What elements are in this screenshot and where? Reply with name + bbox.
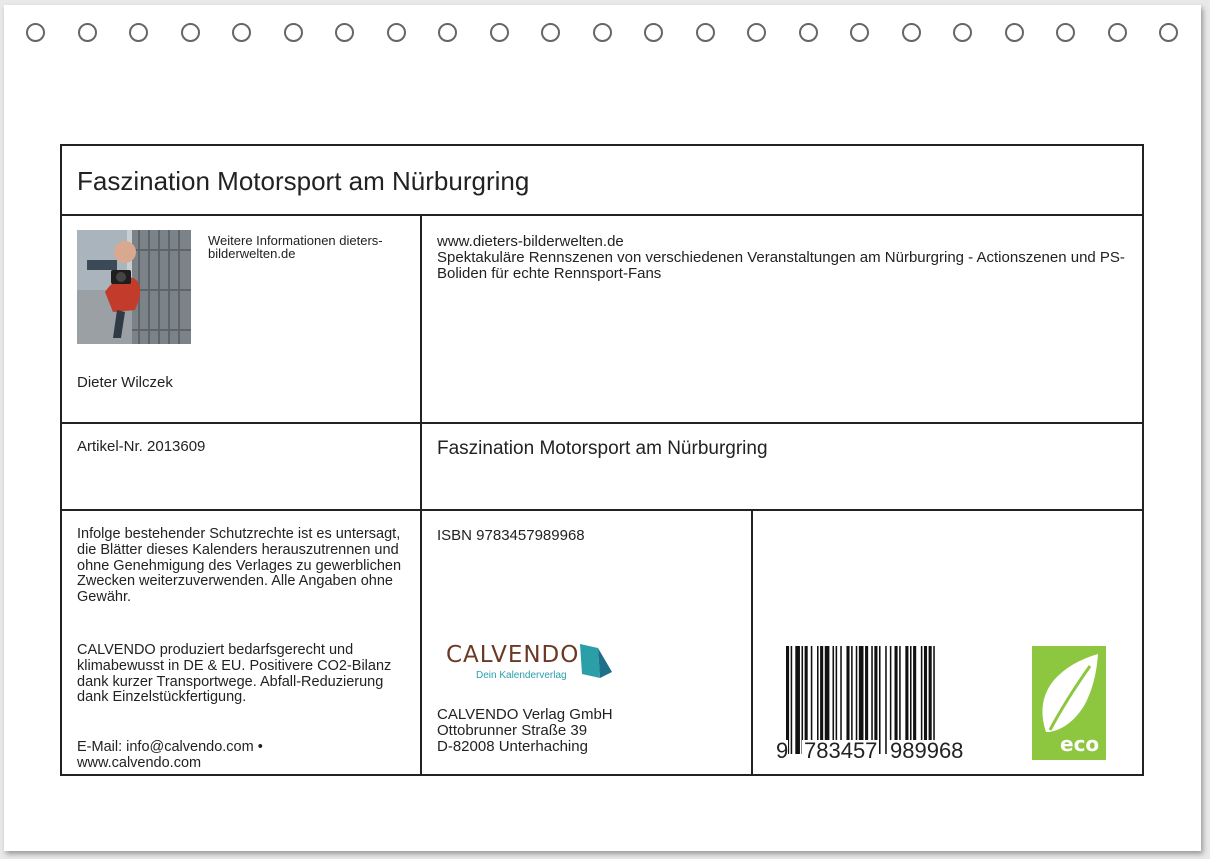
eco-label: eco: [1060, 732, 1100, 756]
logo-mark-icon: [576, 642, 616, 682]
calendar-description: Spektakuläre Rennszenen von verschiedenen Veranstaltungen am Nürburgring - Actionszenen und PS-Boliden für echte Rennsport-Fans: [437, 249, 1125, 282]
publisher-name: CALVENDO Verlag GmbH: [437, 706, 613, 723]
barcode-bar: [885, 646, 887, 754]
contact-info: E-Mail: info@calvendo.com • www.calvendo.com: [77, 739, 263, 771]
barcode-bar: [879, 646, 881, 754]
spiral-binding: [0, 0, 1210, 60]
binding-ring: [181, 23, 200, 42]
table-divider: [751, 509, 753, 776]
leaf-icon: [1032, 648, 1106, 738]
isbn: ISBN 9783457989968: [437, 527, 585, 544]
author-name: Dieter Wilczek: [77, 374, 173, 391]
binding-ring: [902, 23, 921, 42]
binding-ring: [26, 23, 45, 42]
barcode-bar: [802, 646, 804, 754]
website-url: www.dieters-bilderwelten.de: [437, 233, 624, 250]
info-table: [60, 144, 1144, 776]
binding-ring: [129, 23, 148, 42]
publisher-street: Ottobrunner Straße 39: [437, 722, 588, 739]
barcode-digit-first: 9: [776, 738, 789, 763]
eco-badge: [1032, 646, 1106, 760]
binding-ring: [438, 23, 457, 42]
binding-ring: [747, 23, 766, 42]
binding-ring: [696, 23, 715, 42]
table-divider: [62, 422, 1142, 424]
binding-ring: [953, 23, 972, 42]
barcode-bar: [791, 646, 793, 754]
logo-wordmark: CALVENDO: [446, 642, 580, 668]
photographer-image: [77, 230, 191, 344]
binding-ring: [335, 23, 354, 42]
binding-ring: [541, 23, 560, 42]
article-title: Faszination Motorsport am Nürburgring: [437, 438, 768, 459]
rights-notice: Infolge bestehender Schutzrechte ist es untersagt, die Blätter dieses Kalenders herauszutrennen und ohne Genehmigung des Verlages zu gewerblichen Zwecken weiterzuverwenden. Alle Angaben ohne Gewähr.: [77, 526, 402, 606]
table-divider: [62, 214, 1142, 216]
binding-ring: [850, 23, 869, 42]
barcode-digits-group1: 783457: [804, 738, 878, 763]
binding-ring: [490, 23, 509, 42]
publisher-city: D-82008 Unterhaching: [437, 738, 588, 755]
author-photo: [77, 230, 191, 344]
binding-ring: [1056, 23, 1075, 42]
eco-note: CALVENDO produziert bedarfsgerecht und klimabewusst in DE & EU. Positivere CO2-Bilanz dank kurzer Transportwege. Abfall-Reduzierung dank Einzelstückfertigung.: [77, 642, 392, 706]
author-info-text: Weitere Informationen dieters-bilderwelten.de: [208, 233, 383, 261]
binding-ring: [1005, 23, 1024, 42]
binding-ring: [1108, 23, 1127, 42]
calvendo-logo: [446, 642, 626, 688]
binding-ring: [799, 23, 818, 42]
page-title: Faszination Motorsport am Nürburgring: [77, 166, 530, 196]
binding-ring: [1159, 23, 1178, 42]
binding-ring: [78, 23, 97, 42]
binding-ring: [593, 23, 612, 42]
binding-ring: [232, 23, 251, 42]
article-number: Artikel-Nr. 2013609: [77, 438, 206, 455]
binding-ring: [284, 23, 303, 42]
binding-ring: [387, 23, 406, 42]
barcode: [774, 646, 984, 764]
logo-tagline: Dein Kalenderverlag: [476, 670, 567, 681]
table-divider: [420, 214, 422, 776]
table-divider: [62, 509, 1142, 511]
barcode-bar: [795, 646, 800, 754]
binding-ring: [644, 23, 663, 42]
barcode-digits-group2: 989968: [890, 738, 964, 763]
